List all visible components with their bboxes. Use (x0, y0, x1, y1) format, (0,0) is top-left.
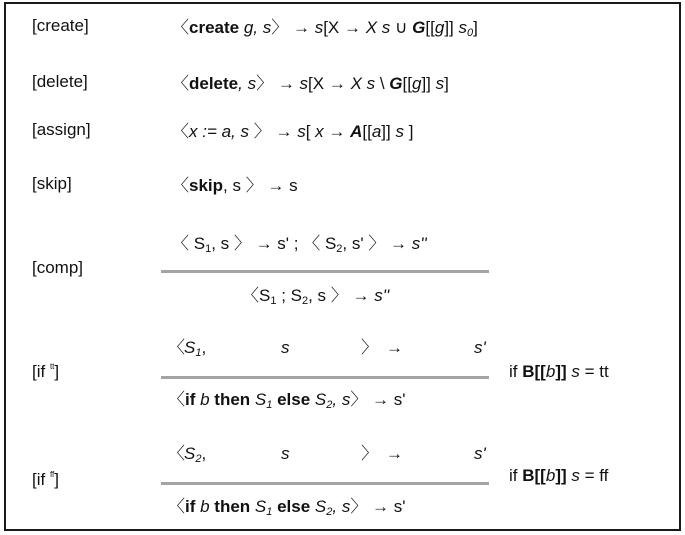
keyword-if: if (185, 390, 196, 409)
cond-if: if (509, 466, 523, 485)
if-tt-premise-rangle: 〉 (361, 338, 378, 357)
keyword-create: create (189, 18, 240, 37)
semantic-B: B (522, 362, 535, 381)
equals: = (579, 466, 600, 485)
rule-label-delete: [delete] (32, 72, 88, 91)
bracket-open: [[ (425, 18, 435, 37)
arrow: → (270, 122, 298, 141)
keyword-skip: skip (189, 176, 224, 195)
arrow-s-prime: → s' (367, 497, 406, 516)
label-part: [if (32, 362, 50, 381)
semantic-G: G (389, 74, 403, 93)
keyword-then: then (214, 497, 251, 516)
value-tt: tt (599, 362, 609, 381)
label-part: [if (32, 470, 50, 489)
subscript: 2 (195, 453, 202, 465)
arrow-s: → s (262, 176, 298, 195)
subscript: 1 (205, 243, 212, 255)
label-part: ] (54, 362, 60, 381)
rule-assign-expression (172, 122, 413, 142)
bracket-close: ]] (555, 362, 572, 381)
subscript: 1 (270, 295, 277, 307)
if-tt-premise-s-prime (474, 338, 486, 358)
stmt-S1: S (250, 497, 267, 516)
rule-label-skip: [skip] (32, 174, 72, 193)
bracket-close: ]] (555, 466, 572, 485)
keyword-else: else (272, 497, 311, 516)
update-close: ] (403, 122, 414, 141)
state-s: s (281, 444, 290, 463)
semantic-G: G (412, 18, 426, 37)
var-b: b (545, 466, 556, 485)
label-part: ] (54, 470, 59, 489)
langle: 〈 (172, 18, 189, 37)
comp-inference-bar (161, 270, 489, 273)
s0-subscript: 0 (466, 27, 474, 39)
state-s: s (297, 122, 306, 141)
stmt-S: S (184, 444, 196, 463)
subscript: 2 (336, 243, 343, 255)
state-s-prime: s' (474, 338, 486, 357)
keyword-then: then (214, 390, 251, 409)
state-s-double-prime: s'' (374, 286, 390, 305)
rule-label-if-ff (32, 470, 59, 490)
args: g, s (239, 18, 272, 37)
arrow-s-prime: → s' (367, 390, 406, 409)
subscript: 1 (266, 399, 273, 411)
keyword-delete: delete (189, 74, 239, 93)
if-ff-premise-arrow: → (386, 444, 403, 463)
update-close: ] (473, 18, 478, 37)
stmt-S2: S (310, 497, 327, 516)
rangle: 〉 (245, 176, 263, 195)
langle: 〈 (168, 390, 185, 409)
arrow: → (323, 122, 351, 141)
semantic-A: A (350, 122, 363, 141)
premise-part: , s' 〉 → (342, 234, 412, 253)
cond-if: if (509, 362, 523, 381)
bracket-open: [[ (362, 122, 372, 141)
args: , s (238, 74, 257, 93)
subscript: 2 (326, 506, 333, 518)
var-x: x (315, 122, 324, 141)
rangle: 〉 (271, 18, 289, 37)
if-tt-premise-arrow: → (386, 338, 403, 357)
state-s: s (281, 338, 290, 357)
langle: 〈 (172, 122, 189, 141)
set-minus: \ (375, 74, 390, 93)
rangle: 〉 (350, 497, 368, 516)
stmt-S2: S (310, 390, 327, 409)
bracket-open: [[ (534, 362, 546, 381)
rule-label-if-tt (32, 362, 59, 382)
subscript: 1 (195, 347, 202, 359)
if-ff-inference-bar (161, 482, 489, 485)
bracket-close: ]] (381, 122, 396, 141)
state-s: s (395, 122, 404, 141)
state-s: , s (332, 497, 351, 516)
premise-part: , s 〉 → s' ; 〈 S (211, 234, 337, 253)
var-b: b (545, 362, 556, 381)
x-s: X s (350, 74, 376, 93)
arrow: → (273, 74, 300, 93)
stmt-S: S (184, 338, 196, 357)
state-s: s (314, 18, 324, 37)
state-s: s (299, 74, 309, 93)
comma: , (201, 338, 207, 357)
state-s: , s (332, 390, 351, 409)
update-open: [ (305, 122, 316, 141)
keyword-if: if (185, 497, 196, 516)
label-superscript: ff (49, 470, 55, 479)
state-s-double-prime: s'' (411, 234, 427, 253)
arrow: → (288, 18, 315, 37)
if-tt-conclusion (168, 390, 406, 410)
subscript: 2 (301, 295, 309, 307)
state-s: s (435, 74, 445, 93)
union: ∪ (390, 18, 413, 37)
rule-comp-conclusion (242, 286, 389, 306)
state-s0: s (458, 18, 467, 37)
if-tt-premise-S (184, 338, 206, 358)
langle: 〈 (168, 497, 185, 516)
conclusion-part: , s 〉 → (308, 286, 375, 305)
var-g: g (434, 18, 445, 37)
value-ff: ff (599, 466, 609, 485)
subscript: 1 (266, 506, 273, 518)
rule-delete-expression (172, 74, 449, 94)
rangle: 〉 (350, 390, 368, 409)
subscript: 2 (326, 399, 333, 411)
bracket-open: [[ (402, 74, 412, 93)
if-tt-premise-langle: 〈 (168, 338, 185, 357)
if-tt-premise-s (281, 338, 290, 358)
rangle: 〉 (256, 74, 274, 93)
bracket-open: [[ (534, 466, 546, 485)
x-s: X s (365, 18, 391, 37)
conclusion-part: ; S (276, 286, 302, 305)
if-ff-premise-S (184, 444, 206, 464)
rule-skip-expression (172, 176, 298, 196)
if-ff-premise-rangle: 〉 (361, 444, 378, 463)
if-tt-inference-bar (161, 376, 489, 379)
var-a: a (371, 122, 382, 141)
if-ff-premise-s (281, 444, 290, 464)
state-s: s (571, 362, 580, 381)
semantic-B: B (522, 466, 535, 485)
label-superscript: tt (49, 362, 55, 371)
premise-part: 〈 S (172, 234, 206, 253)
bracket-close: ]] (444, 18, 459, 37)
rangle: 〉 (253, 122, 271, 141)
var-g: g (411, 74, 422, 93)
args: , s (223, 176, 246, 195)
var-b: b (195, 390, 215, 409)
if-ff-side-condition (509, 466, 608, 486)
langle: 〈 (172, 176, 189, 195)
rule-label-create: [create] (32, 16, 89, 35)
rule-label-assign: [assign] (32, 120, 91, 139)
if-ff-premise-langle: 〈 (168, 444, 185, 463)
rule-label-comp: [comp] (32, 258, 84, 277)
if-tt-side-condition (509, 362, 609, 382)
bracket-close: ]] (421, 74, 436, 93)
state-s-prime: s' (474, 444, 486, 463)
conclusion-part: 〈S (242, 286, 271, 305)
args: x := a, s (189, 122, 254, 141)
var-b: b (195, 497, 215, 516)
state-s: s (571, 466, 580, 485)
update-open: [X → (323, 18, 366, 37)
keyword-else: else (272, 390, 311, 409)
stmt-S1: S (250, 390, 267, 409)
if-ff-premise-s-prime (474, 444, 486, 464)
rule-comp-premise (172, 234, 427, 254)
langle: 〈 (172, 74, 189, 93)
comma: , (201, 444, 207, 463)
update-close: ] (444, 74, 449, 93)
update-open: [X → (308, 74, 351, 93)
if-ff-conclusion (168, 497, 406, 517)
rule-create-expression (172, 18, 478, 38)
equals: = (579, 362, 600, 381)
